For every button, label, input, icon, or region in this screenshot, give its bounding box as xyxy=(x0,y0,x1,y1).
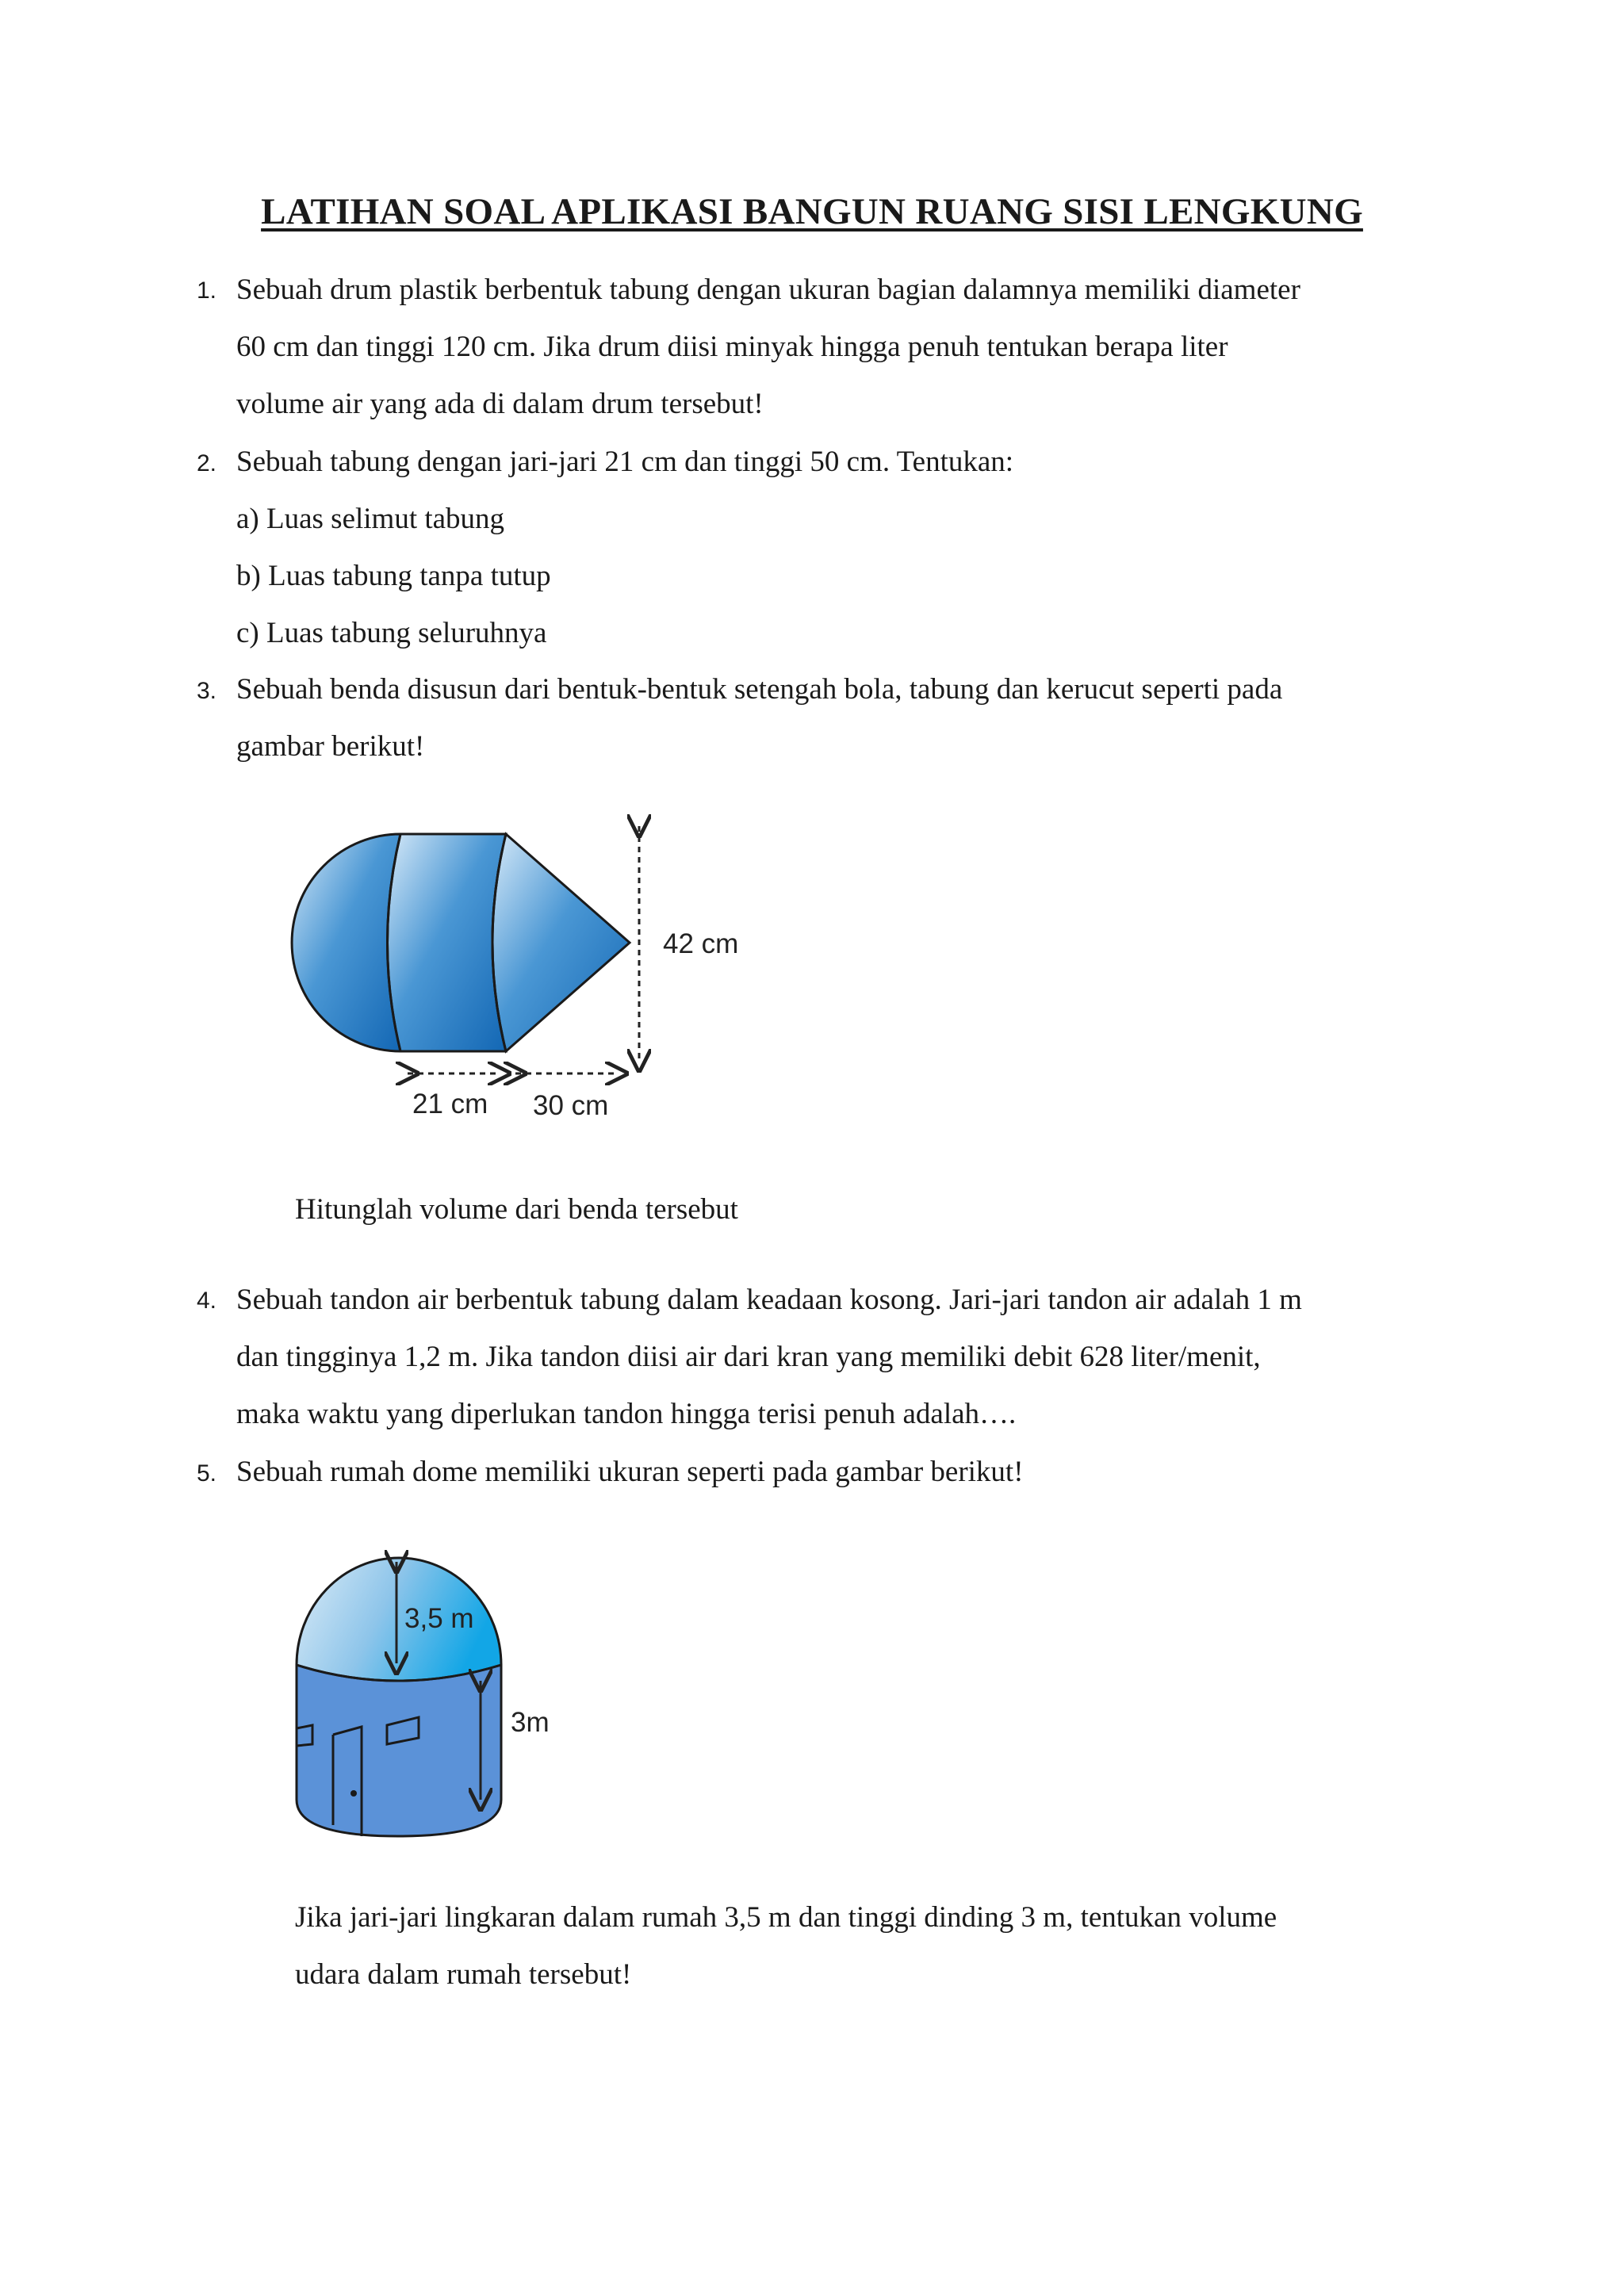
question-2-option-b: b) Luas tabung tanpa tutup xyxy=(236,560,551,592)
wall-height-label: 3m xyxy=(511,1707,550,1738)
dome-height-label: 3,5 m xyxy=(404,1603,474,1634)
question-1-line-3: volume air yang ada di dalam drum tersebut! xyxy=(236,388,764,420)
question-5-followup-line-2: udara dalam rumah tersebut! xyxy=(295,1958,632,1991)
question-4-line-2: dan tingginya 1,2 m. Jika tandon diisi air dari kran yang memiliki debit 628 liter/menit, xyxy=(236,1341,1261,1373)
question-2-option-c: c) Luas tabung seluruhnya xyxy=(236,617,547,649)
question-1-line-1: Sebuah drum plastik berbentuk tabung dengan ukuran bagian dalamnya memiliki diameter xyxy=(236,274,1300,306)
question-4-number: 4. xyxy=(197,1288,217,1314)
question-3-line-1: Sebuah benda disusun dari bentuk-bentuk setengah bola, tabung dan kerucut seperti pada xyxy=(236,673,1283,706)
question-3-line-2: gambar berikut! xyxy=(236,730,425,763)
hemisphere-shape xyxy=(292,834,400,1051)
question-4-line-1: Sebuah tandon air berbentuk tabung dalam keadaan kosong. Jari-jari tandon air adalah 1 m xyxy=(236,1284,1302,1316)
composite-solid-figure xyxy=(285,809,777,1142)
question-3-followup: Hitunglah volume dari benda tersebut xyxy=(295,1193,738,1226)
question-1-number: 1. xyxy=(197,277,217,304)
dome-house-figure xyxy=(285,1538,587,1855)
question-1-line-2: 60 cm dan tinggi 120 cm. Jika drum diisi minyak hingga penuh tentukan berapa liter xyxy=(236,331,1228,363)
page-title: LATIHAN SOAL APLIKASI BANGUN RUANG SISI LENGKUNG xyxy=(261,191,1363,232)
question-2-number: 2. xyxy=(197,450,217,476)
cone-shape xyxy=(492,834,630,1051)
door-knob xyxy=(350,1790,357,1797)
question-5-followup-line-1: Jika jari-jari lingkaran dalam rumah 3,5 m dan tinggi dinding 3 m, tentukan volume xyxy=(295,1901,1277,1934)
cylinder-wall-shape xyxy=(297,1665,501,1836)
question-5-line-1: Sebuah rumah dome memiliki ukuran seperti pada gambar berikut! xyxy=(236,1456,1024,1488)
cone-length-label: 30 cm xyxy=(533,1090,609,1121)
height-label: 42 cm xyxy=(663,928,739,959)
cylinder-width-label: 21 cm xyxy=(412,1089,488,1119)
question-4-line-3: maka waktu yang diperlukan tandon hingga terisi penuh adalah…. xyxy=(236,1398,1017,1430)
question-5-number: 5. xyxy=(197,1460,217,1487)
question-2-option-a: a) Luas selimut tabung xyxy=(236,503,505,535)
question-3-number: 3. xyxy=(197,678,217,704)
cylinder-shape xyxy=(388,834,507,1051)
question-2-line-1: Sebuah tabung dengan jari-jari 21 cm dan tinggi 50 cm. Tentukan: xyxy=(236,446,1014,478)
